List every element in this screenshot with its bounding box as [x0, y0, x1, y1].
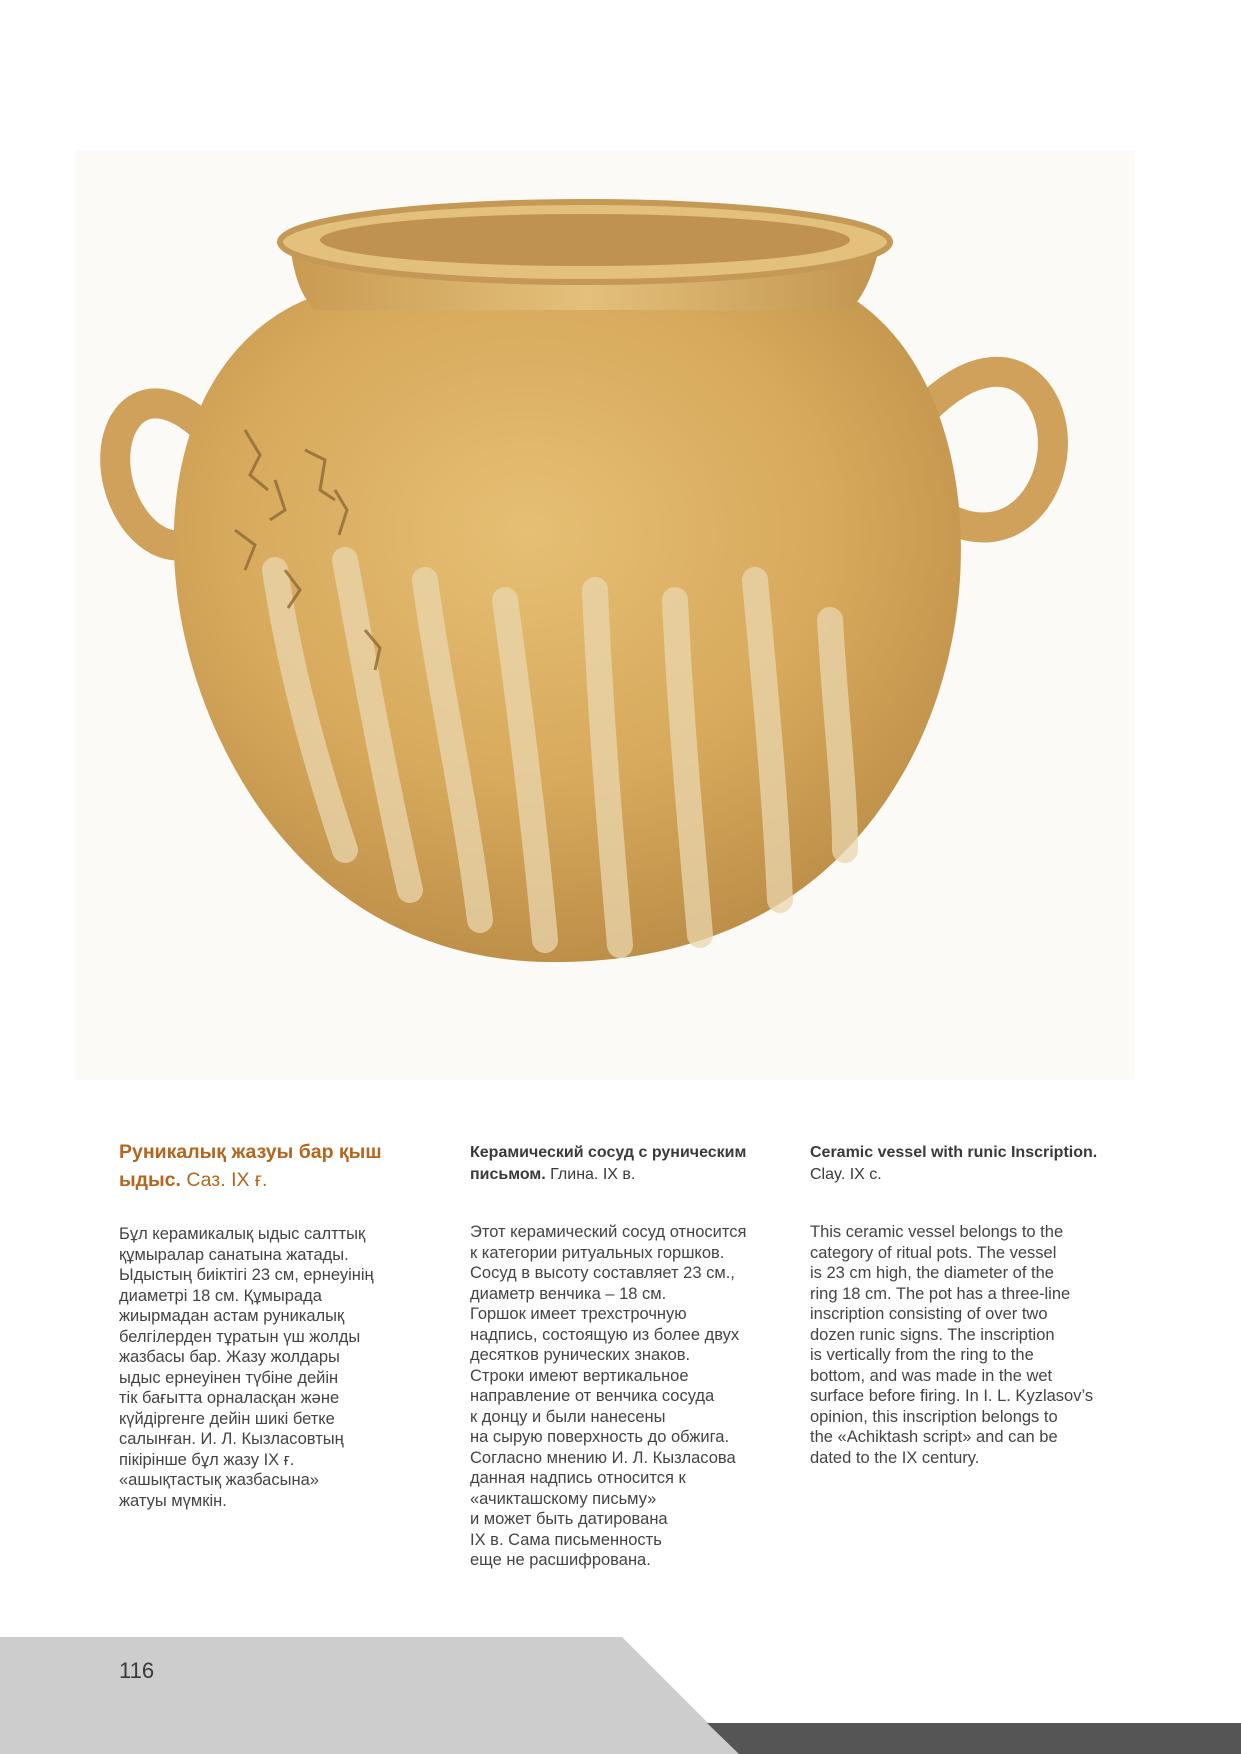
kazakh-title: Руникалық жазуы бар қыш ыдыс.	[119, 1141, 382, 1191]
kazakh-material-date: Саз. IX ғ.	[186, 1169, 268, 1191]
english-caption	[810, 1142, 1130, 1186]
russian-column	[470, 1138, 790, 1571]
kazakh-column	[119, 1138, 439, 1511]
russian-material-date: Глина. IX в.	[550, 1166, 636, 1183]
russian-description: Этот керамический сосуд относится к категории ритуальных горшков. Сосуд в высоту составляет 23 см., диаметр венчика – 18 см. Горшок имеет трехстрочную надпись, состоящую из более двух десятков рунических знаков. Строки имеют вертикальное направление от венчика сосуда к донцу и были нанесены на сырую поверхность до обжига. Согласно мнению И. Л. Кызласова данная надпись относится к «ачикташскому письму» и может быть датирована IX в. Сама письменность еще не расшифрована.	[470, 1223, 747, 1569]
footer-band	[0, 1637, 1241, 1754]
english-title: Ceramic vessel with runic Inscription.	[810, 1144, 1098, 1161]
footer-light-shape	[0, 1637, 739, 1754]
ceramic-pot-image	[75, 150, 1135, 1080]
russian-title: Керамический сосуд с руническим письмом.	[470, 1144, 747, 1183]
kazakh-description: Бұл керамикалық ыдыс салттық құмыралар санатына жатады. Ыдыстың биіктігі 23 см, ернеуінің диаметрі 18 см. Құмырада жиырмадан астам руникалық белгілерден тұратын үш жолды жазбасы бар. Жазу жолдары ыдыс ернеуінен түбіне дейін тік бағытта орналасқан және күйдіргенге дейін шикі бетке салынған. И. Л. Кызласовтың пікірінше бұл жазу IX ғ. «ашықтастық жазбасына» жатуы мүмкін.	[119, 1225, 374, 1510]
english-description: This ceramic vessel belongs to the category of ritual pots. The vessel is 23 cm high, the diameter of the ring 18 cm. The pot has a three-line inscription consisting of over two dozen runic signs. The inscription is vertically from the ring to the bottom, and was made in the wet surface before firing. In I. L. Kyzlasov’s opinion, this inscription belongs to the «Achiktash script» and can be dated to the IX century.	[810, 1223, 1094, 1467]
kazakh-caption	[119, 1138, 439, 1194]
english-column	[810, 1138, 1130, 1468]
footer-dark-bar	[707, 1723, 1241, 1754]
artifact-photo	[75, 150, 1135, 1080]
english-material-date: Clay. IX c.	[810, 1166, 882, 1183]
page-number: 116	[119, 1658, 155, 1683]
russian-caption	[470, 1142, 790, 1186]
